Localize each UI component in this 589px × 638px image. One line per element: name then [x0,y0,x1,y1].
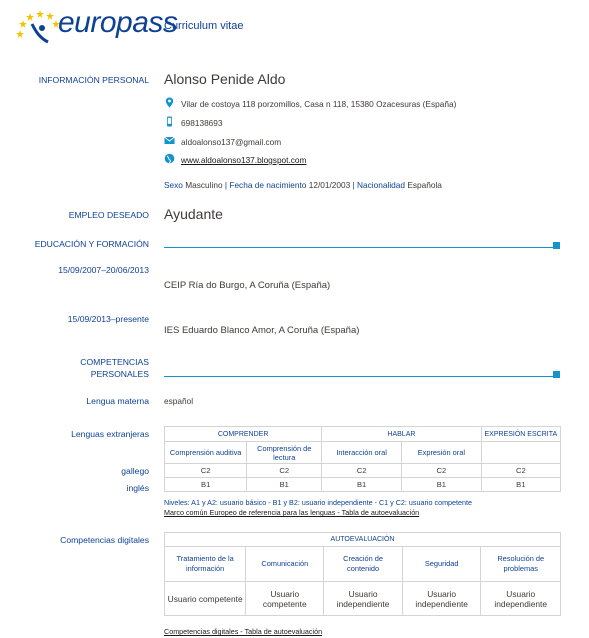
digital-self-assessment-link[interactable]: Competencias digitales - Tabla de autoevaluación [164,627,323,636]
level-cell: B1 [481,478,560,492]
language-table [164,426,561,492]
document-title: Curriculum vitae [164,20,244,32]
location-pin-icon [164,97,175,108]
level-cell: C2 [247,464,322,478]
education-place-1: CEIP Ría do Burgo, A Coruña (España) [164,280,331,291]
digital-column-header: Tratamiento de la información [165,547,246,582]
section-divider [164,247,556,248]
subheader-expresion: Expresión oral [402,442,482,464]
digital-value-cell: Usuario competente [165,582,246,616]
digital-table [164,532,561,616]
level-cell: B1 [402,478,482,492]
section-marker [553,242,560,249]
digital-value-cell: Usuario competente [246,582,324,616]
sex-value: Masculino [185,180,223,190]
level-cell: C2 [481,464,560,478]
digital-value-cell: Usuario independiente [402,582,481,616]
section-label-competences-2: PERSONALES [90,369,149,379]
foreign-languages-label: Lenguas extranjeras [71,429,149,439]
website-link[interactable]: www.aldoalonso137.blogspot.com [181,155,307,165]
table-row [165,464,561,478]
level-cell: B1 [165,478,247,492]
digital-column-header: Comunicación [246,547,324,582]
levels-note: Niveles: A1 y A2: usuario básico - B1 y B2: usuario independiente - C1 y C2: usuario competente [164,498,473,507]
section-label-competences-1: COMPETENCIAS [80,357,149,367]
digital-value-cell: Usuario independiente [324,582,403,616]
language-name-gallego: gallego [121,466,149,476]
nationality-label: Nacionalidad [357,180,406,190]
digital-column-header: Seguridad [402,547,481,582]
section-divider [164,376,556,377]
personal-details-line [164,180,442,190]
separator: | [224,180,228,190]
subheader-lectura: Comprensión de lectura [247,442,322,464]
framework-link[interactable]: Marco común Europeo de referencia para las lenguas - Tabla de autoevaluación [164,508,420,517]
separator: | [352,180,355,190]
self-assessment-header: AUTOEVALUACIÓN [165,533,561,547]
group-header-escrita: EXPRESIÓN ESCRITA [481,427,560,442]
digital-column-header: Resolución de problemas [481,547,561,582]
birth-value: 12/01/2003 [308,180,351,190]
job-value: Ayudante [164,206,223,222]
group-header-hablar: HABLAR [322,427,481,442]
level-cell: C2 [402,464,482,478]
empty-cell [481,442,560,464]
globe-icon [164,153,175,164]
section-label-personal: INFORMACIÓN PERSONAL [38,75,149,85]
sex-label: Sexo [164,180,183,190]
birth-label: Fecha de nacimiento [229,180,307,190]
level-cell: B1 [322,478,402,492]
nationality-value: Española [407,180,442,190]
language-name-ingles: inglés [126,483,149,493]
section-marker [553,371,560,378]
email-icon [164,135,175,146]
subheader-auditiva: Comprensión auditiva [165,442,247,464]
digital-competences-label: Competencias digitales [60,535,149,545]
level-cell: C2 [322,464,402,478]
group-header-comprender: COMPRENDER [165,427,322,442]
table-row [165,478,561,492]
level-cell: B1 [247,478,322,492]
person-name: Alonso Penide Aldo [164,71,286,87]
address-text: Vilar de costoya 118 porzomillos, Casa n 118, 15380 Ozacesuras (España) [181,99,457,109]
digital-column-header: Creación de contenido [324,547,403,582]
education-place-2: IES Eduardo Blanco Amor, A Coruña (España) [164,325,360,336]
digital-value-cell: Usuario independiente [481,582,561,616]
phone-icon [164,116,175,127]
section-label-job: EMPLEO DESEADO [68,210,149,220]
subheader-interaccion: Interacción oral [322,442,402,464]
table-row [165,582,561,616]
mother-tongue-label: Lengua materna [86,396,149,406]
mother-tongue-value: español [164,396,194,406]
education-dates-1: 15/09/2007–20/06/2013 [58,265,149,275]
email-text[interactable]: aldoalonso137@gmail.com [181,137,282,147]
logo-wordmark: europass [58,6,178,39]
phone-text: 698138693 [181,118,223,128]
section-label-education: EDUCACIÓN Y FORMACIÓN [34,239,149,249]
level-cell: C2 [165,464,247,478]
education-dates-2: 15/09/2013–presente [67,314,149,324]
